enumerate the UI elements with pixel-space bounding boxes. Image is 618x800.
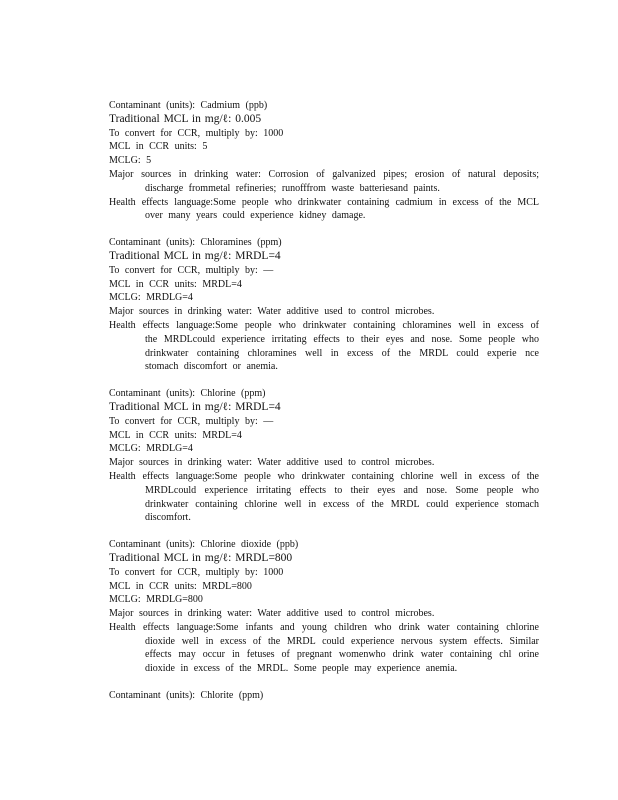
traditional-mcl: Traditional MCL in mg/ℓ: MRDL=4	[109, 400, 281, 413]
convert-factor: To convert for CCR, multiply by: —	[109, 264, 274, 276]
contaminant-units: Contaminant (units): Cadmium (ppb)	[109, 100, 268, 111]
entry-cadmium	[109, 99, 539, 223]
mcl-ccr-units: MCL in CCR units: MRDL=4	[109, 278, 242, 290]
health-effects: Health effects language:Some infants and young children who drink water containing chlorine dioxide well in excess of the MRDL could experience nervous system effects. Similar effects may occur in fetuses of pregnant womenwho drink water containing chl orine dioxide in excess of the MRDL. Some people may experience anemia.	[109, 621, 539, 675]
mclg: MCLG: MRDLG=4	[109, 443, 193, 455]
health-effects: Health effects language:Some people who drinkwater containing chloramines well in excess of the MRDLcould experience irritating effects to their eyes and nose. Some people who drinkwater containing chloramines well in excess of the MRDL could experie nce stomach discomfort or anemia.	[109, 319, 539, 373]
traditional-mcl: Traditional MCL in mg/ℓ: MRDL=4	[109, 249, 281, 262]
entry-chlorite	[109, 689, 539, 703]
convert-factor: To convert for CCR, multiply by: —	[109, 415, 274, 427]
major-sources: Major sources in drinking water: Water additive used to control microbes.	[109, 608, 435, 620]
contaminant-units: Contaminant (units): Chlorine (ppm)	[109, 388, 266, 400]
major-sources: Major sources in drinking water: Water additive used to control microbes.	[109, 457, 435, 469]
major-sources: Major sources in drinking water: Water additive used to control microbes.	[109, 306, 435, 318]
entry-chlorine-dioxide	[109, 538, 539, 676]
mclg: MCLG: MRDLG=800	[109, 594, 203, 606]
mcl-ccr-units: MCL in CCR units: MRDL=800	[109, 580, 252, 592]
traditional-mcl: Traditional MCL in mg/ℓ: 0.005	[109, 112, 262, 125]
mclg: MCLG: MRDLG=4	[109, 292, 193, 304]
mclg: MCLG: 5	[109, 155, 152, 167]
contaminant-units: Contaminant (units): Chlorite (ppm)	[109, 690, 264, 702]
major-sources: Major sources in drinking water: Corrosion of galvanized pipes; erosion of natural deposits; discharge frommetal refineries; runofffrom waste batteriesand paints.	[109, 168, 539, 194]
entry-chloramines	[109, 236, 539, 374]
traditional-mcl: Traditional MCL in mg/ℓ: MRDL=800	[109, 551, 293, 564]
contaminant-units: Contaminant (units): Chlorine dioxide (ppb)	[109, 539, 299, 551]
convert-factor: To convert for CCR, multiply by: 1000	[109, 127, 284, 139]
mcl-ccr-units: MCL in CCR units: 5	[109, 141, 208, 153]
health-effects: Health effects language:Some people who drinkwater containing chlorine well in excess of the MRDLcould experience irritating effects to their eyes and nose. Some people who drinkwater containing chlorine well in excess of the MRDL could experience stomach discomfort.	[109, 470, 539, 524]
contaminant-list	[109, 99, 539, 716]
health-effects: Health effects language:Some people who drinkwater containing cadmium in excess of the MCL over many years could experience kidney damage.	[109, 196, 539, 222]
mcl-ccr-units: MCL in CCR units: MRDL=4	[109, 429, 242, 441]
convert-factor: To convert for CCR, multiply by: 1000	[109, 566, 284, 578]
entry-chlorine	[109, 387, 539, 525]
contaminant-units: Contaminant (units): Chloramines (ppm)	[109, 237, 282, 249]
